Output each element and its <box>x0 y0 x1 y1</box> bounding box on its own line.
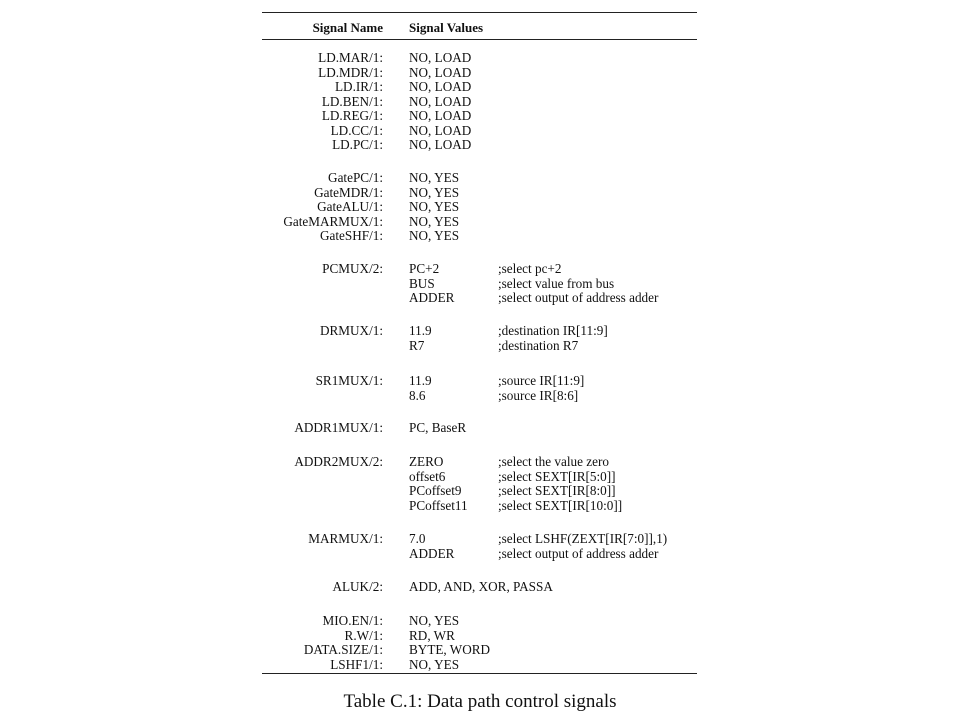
signal-value: ADD, AND, XOR, PASSA <box>409 579 553 594</box>
signal-name: ALUK/2: <box>332 579 383 594</box>
signal-comment: ;destination IR[11:9] <box>498 323 608 338</box>
signal-name: DATA.SIZE/1: <box>303 642 383 657</box>
signal-value: RD, WR <box>409 627 455 643</box>
signal-value: R7 <box>409 337 425 353</box>
signal-value: 8.6 <box>409 387 426 403</box>
signal-comment: ;destination R7 <box>498 337 579 353</box>
signal-name: GatePC/1: <box>328 170 383 185</box>
signal-value: BUS <box>409 275 435 291</box>
signal-name: GateMARMUX/1: <box>283 213 383 229</box>
signal-comment: ;select output of address adder <box>498 545 659 561</box>
signal-name: LD.IR/1: <box>335 79 383 94</box>
header-rule <box>262 39 697 40</box>
signal-name: GateSHF/1: <box>319 228 383 243</box>
signal-value: NO, LOAD <box>409 137 472 152</box>
signal-comment: ;select SEXT[IR[10:0]] <box>498 497 623 513</box>
signal-value: PC, BaseR <box>409 420 467 435</box>
signal-name: GateALU/1: <box>317 199 383 214</box>
signal-value: NO, YES <box>409 199 460 214</box>
signal-value: ADDER <box>409 290 455 305</box>
signal-comment: ;select pc+2 <box>498 261 562 276</box>
signal-value: 11.9 <box>409 323 432 338</box>
signal-value: NO, YES <box>409 184 460 200</box>
signal-comment: ;source IR[11:9] <box>498 373 585 388</box>
signal-name: R.W/1: <box>344 627 383 643</box>
signal-value: NO, LOAD <box>409 79 472 94</box>
signal-name: ADDR1MUX/1: <box>294 420 383 435</box>
signal-value: 11.9 <box>409 373 432 388</box>
signal-comment: ;select value from bus <box>498 275 615 291</box>
column-header-signal-name: Signal Name <box>312 20 383 35</box>
signal-name: LD.MDR/1: <box>318 64 383 80</box>
signal-comment: ;select SEXT[IR[5:0]] <box>498 468 616 484</box>
signal-value: PC+2 <box>409 261 440 276</box>
table-caption: Table C.1: Data path control signals <box>343 691 617 712</box>
signal-value: 7.0 <box>409 531 426 546</box>
signal-value: NO, LOAD <box>409 50 472 65</box>
signal-value: NO, YES <box>409 213 460 229</box>
table-top-rule <box>262 12 697 13</box>
signal-name: LD.MAR/1: <box>318 50 383 65</box>
signal-value: PCoffset11 <box>409 497 468 513</box>
signal-name: LD.REG/1: <box>321 108 383 123</box>
signal-value: NO, YES <box>409 228 460 243</box>
signal-value: NO, YES <box>409 170 460 185</box>
signal-name: LD.PC/1: <box>332 137 383 152</box>
signal-value: NO, LOAD <box>409 93 472 109</box>
signal-name: DRMUX/1: <box>319 323 383 338</box>
signal-comment: ;select SEXT[IR[8:0]] <box>498 483 616 498</box>
signal-value: NO, LOAD <box>409 108 472 123</box>
signal-name: MARMUX/1: <box>308 531 383 546</box>
column-header-signal-values: Signal Values <box>409 20 484 35</box>
signal-value: ZERO <box>409 454 444 469</box>
signal-comment: ;select LSHF(ZEXT[IR[7:0]],1) <box>498 531 668 546</box>
signal-value: NO, YES <box>409 613 460 628</box>
signal-comment: ;source IR[8:6] <box>498 387 579 403</box>
signal-value: NO, LOAD <box>409 122 472 138</box>
signal-name: MIO.EN/1: <box>322 613 383 628</box>
table-bottom-rule <box>262 673 697 674</box>
signal-name: ADDR2MUX/2: <box>294 454 383 469</box>
signal-comment: ;select output of address adder <box>498 290 659 305</box>
signal-value: PCoffset9 <box>409 483 462 498</box>
signal-value: NO, YES <box>409 656 460 672</box>
signal-value: BYTE, WORD <box>409 642 491 657</box>
signal-value: offset6 <box>409 468 446 484</box>
signal-comment: ;select the value zero <box>498 454 609 469</box>
signal-name: LSHF1/1: <box>330 656 383 672</box>
signal-name: PCMUX/2: <box>322 261 383 276</box>
signal-value: ADDER <box>409 545 455 561</box>
signal-value: NO, LOAD <box>409 64 472 80</box>
signal-name: LD.BEN/1: <box>321 93 383 109</box>
signal-name: SR1MUX/1: <box>315 373 383 388</box>
signal-name: GateMDR/1: <box>314 184 383 200</box>
signal-name: LD.CC/1: <box>330 122 383 138</box>
